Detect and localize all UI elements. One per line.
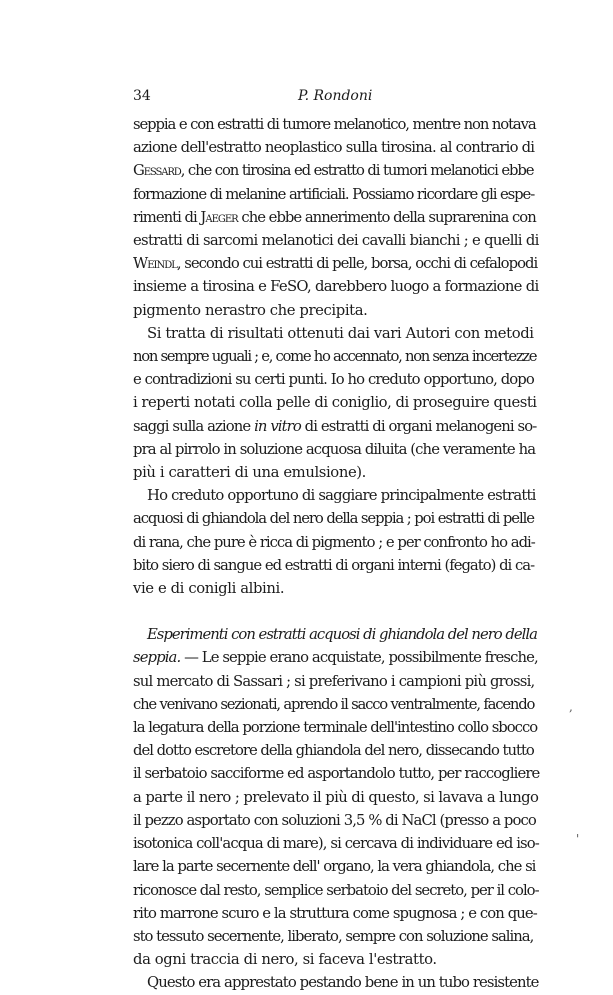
text-line: di rana, che pure è ricca di pigmento ; e per confronto ho adi- [133, 533, 535, 551]
text-line: più i caratteri di una emulsione). [133, 464, 366, 482]
text-line [133, 415, 539, 438]
text-line: e contradizioni su certi punti. Io ho creduto opportuno, dopo [133, 371, 534, 389]
text-line: non sempre uguali ; e, come ho accennato, non senza incertezze [133, 348, 537, 366]
text-line: sul mercato di Sassari ; si preferivano i campioni più grossi, [133, 672, 535, 690]
text-run: — Le seppie erano acquistate, possibilmente fresche, [180, 649, 538, 667]
paragraph-4 [133, 623, 539, 971]
text-run: di estratti di organi melanogeni so- [300, 417, 537, 435]
text-line: il pezzo asportato con soluzioni 3,5 % di NaCl (presso a poco [133, 811, 536, 829]
text-line: insieme a tirosina e FeSO, darebbero luogo a formazione di [133, 278, 539, 296]
page-number: 34 [133, 88, 151, 104]
italic-phrase-in-vitro: in vitro [254, 417, 301, 435]
paragraph-2 [133, 322, 539, 484]
text-run: saggi sulla azione [133, 417, 255, 435]
text-line: Ho creduto opportuno di saggiare principalmente estratti [147, 487, 536, 505]
text-line: pra al pirrolo in soluzione acquosa diluita (che veramente ha [133, 440, 536, 458]
text-line: riconosce dal resto, semplice serbatoio del secreto, per il colo- [133, 881, 539, 899]
paragraph-1 [133, 113, 539, 322]
text-line: a parte il nero ; prelevato il più di questo, si lavava a lungo [133, 788, 539, 806]
text-line: da ogni traccia di nero, si faceva l'estratto. [133, 951, 437, 969]
text-line: pigmento nerastro che precipita. [133, 301, 368, 319]
text-line: rimenti di Jaeger che ebbe annerimento della suprarenina con [133, 208, 536, 226]
text-line: il serbatoio sacciforme ed asportandolo tutto, per raccogliere [133, 765, 540, 783]
section-heading-end: seppia. [133, 649, 181, 667]
text-line: acquosi di ghiandola del nero della seppia ; poi estratti di pelle [133, 510, 534, 528]
text-line: vie e di conigli albini. [133, 580, 285, 598]
body-text [133, 113, 539, 995]
section-gap [133, 600, 539, 623]
paragraph-5 [133, 971, 539, 994]
margin-mark: , [569, 700, 573, 714]
text-line [133, 646, 539, 669]
text-line: che venivano sezionati, aprendo il sacco ventralmente, facendo [133, 695, 535, 713]
text-line: lare la parte secernente dell' organo, la vera ghiandola, che si [133, 858, 536, 876]
margin-mark: ' [576, 832, 580, 846]
text-line: formazione di melanine artificiali. Possiamo ricordare gli espe- [133, 185, 535, 203]
text-line: bito siero di sangue ed estratti di organi interni (fegato) di ca- [133, 556, 535, 574]
author-name: Jaeger [200, 208, 238, 226]
text-line: seppia e con estratti di tumore melanotico, mentre non notava [133, 116, 536, 133]
paragraph-3 [133, 484, 539, 600]
text-line: rito marrone scuro e la struttura come spugnosa ; e con que- [133, 904, 537, 922]
text-line: Si tratta di risultati ottenuti dai vari Autori con metodi [147, 324, 534, 342]
text-line: Questo era apprestato pestando bene in un tubo resistente [147, 974, 539, 992]
author-name: Gessard [133, 162, 181, 180]
running-head: P. Rondoni [298, 88, 373, 104]
text-line: del dotto escretore della ghiandola del nero, dissecando tutto [133, 742, 534, 760]
section-heading: Esperimenti con estratti acquosi di ghiandola del nero della [147, 626, 537, 644]
author-name: Weindl [133, 255, 177, 273]
text-line: i reperti notati colla pelle di coniglio, di proseguire questi [133, 394, 537, 412]
text-line: isotonica coll'acqua di mare), si cercava di individuare ed iso- [133, 835, 539, 853]
text-line: sto tessuto secernente, liberato, sempre con soluzione salina, [133, 927, 534, 945]
page-header [133, 88, 541, 110]
text-line: Weindl, secondo cui estratti di pelle, borsa, occhi di cefalopodi [133, 255, 538, 273]
text-line: la legatura della porzione terminale dell'intestino collo sbocco [133, 719, 538, 737]
text-line: Gessard, che con tirosina ed estratto di tumori melanotici ebbe [133, 162, 534, 180]
text-line: estratti di sarcomi melanotici dei cavalli bianchi ; e quelli di [133, 232, 539, 250]
text-line: azione dell'estratto neoplastico sulla tirosina. al contrario di [133, 139, 535, 157]
